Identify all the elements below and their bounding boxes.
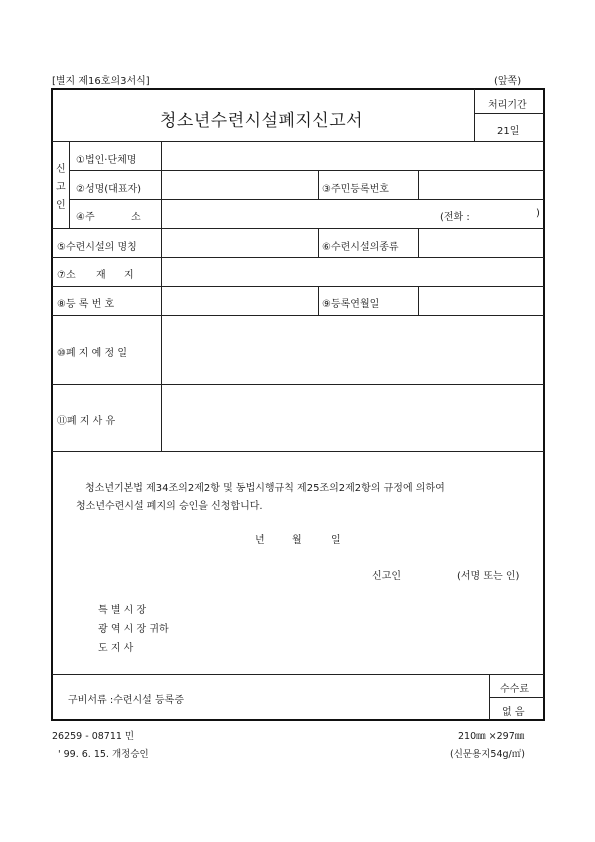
fee-label: 수수료 [500,684,529,695]
paper-size: 210㎜ ×297㎜ [458,731,525,742]
label-column-divider [161,141,162,384]
date-month-label: 월 [292,535,302,546]
required-documents-label: 구비서류 :수련시설 등록증 [68,695,184,706]
processing-period-label: 처리기간 [488,100,527,111]
location-label-part-3: 지 [124,270,134,281]
row-divider-7 [52,384,544,385]
facility-type-label: ⑥수련시설의종류 [322,242,399,253]
applicant-group-char-1: 신 [56,164,66,175]
facility-name-label: ⑤수련시설의 명칭 [57,242,137,253]
row-divider-2 [69,199,544,200]
addressee-metro-city: 광 역 시 장 귀하 [98,624,169,635]
registration-number-label: ⑧등 록 번 호 [57,299,115,310]
mid-divider-5 [318,286,319,315]
representative-name-label: ②성명(대표자) [76,184,142,195]
date-year-label: 년 [255,535,265,546]
date-day-label: 일 [331,535,341,546]
label-column-divider-2 [161,384,162,451]
row-divider-4 [52,257,544,258]
closing-reason-label: ⑪폐 지 사 유 [57,416,116,427]
applicant-group-divider [69,141,70,228]
processing-divider [474,113,544,114]
signer-label: 신고인 [372,571,401,582]
mid-divider-6 [418,286,419,315]
closing-date-label: ⑩폐 지 예 정 일 [57,348,127,359]
frame-right [543,88,545,721]
address-label-part-1: ④주 [76,212,95,223]
org-name-label: ①법인·단체명 [76,155,137,166]
row-divider-8 [52,451,544,452]
addressee-province: 도 지 사 [98,643,134,654]
mid-divider-4 [418,228,419,257]
statement-line-2: 청소년수련시설 폐지의 승인을 신청합니다. [76,501,263,512]
phone-close: ) [536,208,540,219]
address-label-part-2: 소 [131,212,141,223]
page-side-label: (앞쪽) [494,76,522,87]
title-divider [474,89,475,141]
row-divider-6 [52,315,544,316]
applicant-group-char-2: 고 [56,182,66,193]
form-title: 청소년수련시설폐지신고서 [160,111,364,131]
frame-bottom [51,719,545,721]
statement-line-1: 청소년기본법 제34조의2제2항 및 동법시행규칙 제25조의2제2항의 규정에 의하여 [85,483,445,494]
title-row-bottom [52,141,544,142]
row-divider-1 [69,170,544,171]
form-code: 26259 - 08711 민 [52,731,135,742]
mid-divider-1 [318,170,319,199]
signer-note: (서명 또는 인) [457,571,520,582]
row-divider-5 [52,286,544,287]
row-divider-9 [52,674,544,675]
resident-number-label: ③주민등록번호 [322,184,389,195]
applicant-group-char-3: 인 [56,200,66,211]
fee-value: 없 음 [502,707,525,718]
phone-label: (전화 : [440,212,470,223]
location-label-part-1: ⑦소 [57,270,76,281]
registration-date-label: ⑨등록연월일 [322,299,380,310]
paper-type: (신문용지54g/㎡) [450,749,525,760]
form-number: [별지 제16호의3서식] [52,76,150,87]
fee-row-divider [489,697,544,698]
approval-date: ' 99. 6. 15. 개정승인 [58,749,149,760]
mid-divider-2 [418,170,419,199]
addressee-special-city: 특 별 시 장 [98,605,147,616]
row-divider-3 [52,228,544,229]
location-label-part-2: 재 [96,270,106,281]
frame-top [51,88,545,90]
processing-period-value: 21일 [497,126,520,137]
mid-divider-3 [318,228,319,257]
frame-left [51,88,53,721]
